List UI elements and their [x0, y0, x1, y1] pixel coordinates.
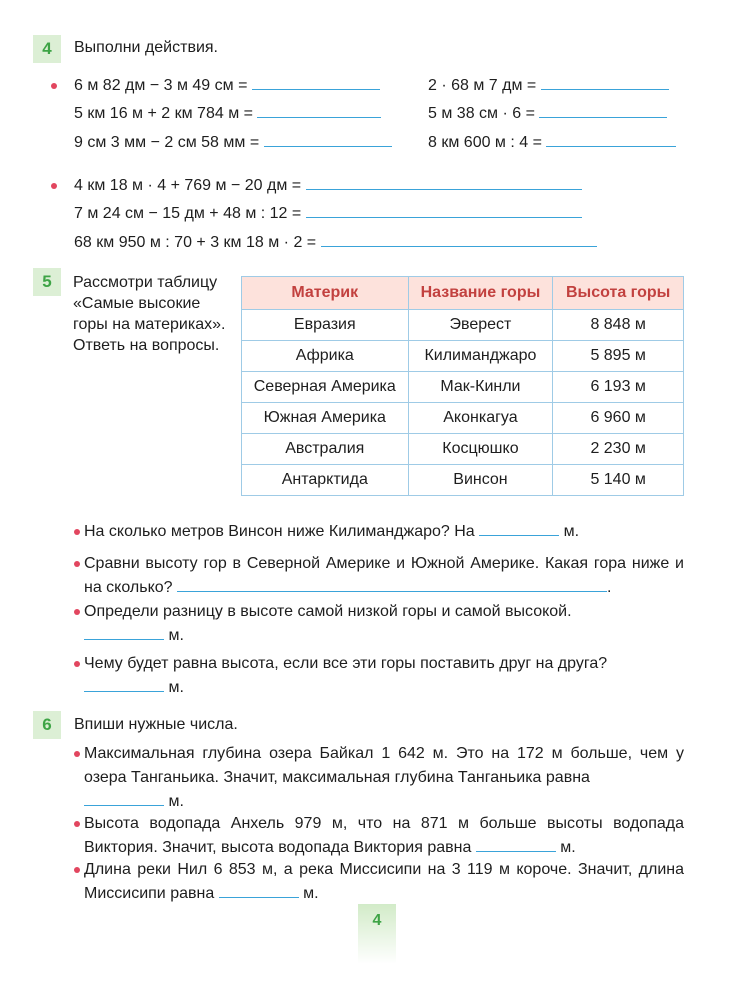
question: Чему будет равна высота, если все эти горы поставить друг на друга? м. — [84, 655, 608, 696]
question: На сколько метров Винсон ниже Килиманджаро? На м. — [84, 520, 684, 544]
table-cell: 5 140 м — [553, 465, 684, 496]
table-row — [242, 434, 684, 465]
task-title: Выполни действия. — [74, 39, 218, 56]
answer-blank[interactable] — [306, 203, 582, 218]
table-cell: Эверест — [408, 310, 553, 341]
table-cell: Евразия — [242, 310, 409, 341]
question: Сравни высоту гор в Северной Америке и Южной Америке. Какая гора ниже и на сколько? . — [84, 555, 684, 596]
bullet-icon — [74, 751, 80, 757]
expression-line: 7 м 24 см − 15 дм + 48 м : 12 = — [74, 203, 582, 223]
bullet-icon — [74, 529, 80, 535]
bullet-icon — [74, 561, 80, 567]
table-cell: Антарктида — [242, 465, 409, 496]
bullet-icon — [74, 661, 80, 667]
answer-blank[interactable] — [541, 75, 669, 90]
task-number-badge: 6 — [33, 711, 61, 739]
table-cell: Южная Америка — [242, 403, 409, 434]
answer-blank[interactable] — [539, 103, 667, 118]
table-row — [242, 341, 684, 372]
expression-line: 4 км 18 м · 4 + 769 м − 20 дм = — [74, 175, 582, 195]
answer-blank[interactable] — [177, 576, 607, 592]
bullet-icon — [51, 183, 57, 189]
table-cell: Аконкагуа — [408, 403, 553, 434]
answer-blank[interactable] — [476, 836, 556, 852]
question: Максимальная глубина озера Байкал 1 642 м. Это на 172 м больше, чем у озера Танганьика. Значит, максимальная глубина Танганьика равна м. — [84, 745, 684, 810]
table-row — [242, 465, 684, 496]
answer-blank[interactable] — [321, 232, 597, 247]
answer-blank[interactable] — [306, 175, 582, 190]
table-header-row — [242, 277, 684, 310]
answer-blank[interactable] — [219, 882, 299, 898]
table-cell: 2 230 м — [553, 434, 684, 465]
table-cell: 6 193 м — [553, 372, 684, 403]
table-cell: 6 960 м — [553, 403, 684, 434]
table-cell: 5 895 м — [553, 341, 684, 372]
question: Высота водопада Анхель 979 м, что на 871 м больше высоты водопада Виктория. Значит, высота водопада Виктория равна м. — [84, 815, 684, 856]
task-intro: Рассмотри таблицу «Самые высокие горы на материках». Ответь на вопросы. — [73, 274, 226, 354]
expression-line: 5 км 16 м + 2 км 784 м = — [74, 103, 381, 123]
bullet-icon — [51, 83, 57, 89]
bullet-icon — [74, 609, 80, 615]
question: Определи разницу в высоте самой низкой горы и самой высокой. м. — [84, 603, 572, 644]
table-cell: Килиманджаро — [408, 341, 553, 372]
table-cell: Мак-Кинли — [408, 372, 553, 403]
column-header: Высота горы — [553, 277, 684, 310]
answer-blank[interactable] — [479, 520, 559, 536]
task-title: Впиши нужные числа. — [74, 716, 238, 733]
bullet-icon — [74, 821, 80, 827]
table-cell: Африка — [242, 341, 409, 372]
expression-line: 5 м 38 см · 6 = — [428, 103, 667, 123]
answer-blank[interactable] — [84, 624, 164, 640]
table-row — [242, 372, 684, 403]
expression-line: 6 м 82 дм − 3 м 49 см = — [74, 75, 380, 95]
expression-line: 68 км 950 м : 70 + 3 км 18 м · 2 = — [74, 232, 597, 252]
answer-blank[interactable] — [252, 75, 380, 90]
answer-blank[interactable] — [257, 103, 381, 118]
expression-line: 8 км 600 м : 4 = — [428, 132, 676, 152]
expression-line: 9 см 3 мм − 2 см 58 мм = — [74, 132, 392, 152]
table-cell: Косцюшко — [408, 434, 553, 465]
table-cell: Северная Америка — [242, 372, 409, 403]
page-number: 4 — [358, 904, 396, 964]
expression-line: 2 · 68 м 7 дм = — [428, 75, 669, 95]
table-cell: Винсон — [408, 465, 553, 496]
column-header: Название горы — [408, 277, 553, 310]
mountains-table — [241, 276, 684, 496]
task-number-badge: 4 — [33, 35, 61, 63]
bullet-icon — [74, 867, 80, 873]
answer-blank[interactable] — [546, 132, 676, 147]
table-row — [242, 403, 684, 434]
table-cell: Австралия — [242, 434, 409, 465]
answer-blank[interactable] — [264, 132, 392, 147]
answer-blank[interactable] — [84, 676, 164, 692]
answer-blank[interactable] — [84, 790, 164, 806]
task-number-badge: 5 — [33, 268, 61, 296]
column-header: Материк — [242, 277, 409, 310]
question: Длина реки Нил 6 853 м, а река Миссисипи на 3 119 м короче. Значит, длина Миссисипи равна м. — [84, 861, 684, 902]
table-cell: 8 848 м — [553, 310, 684, 341]
table-row — [242, 310, 684, 341]
